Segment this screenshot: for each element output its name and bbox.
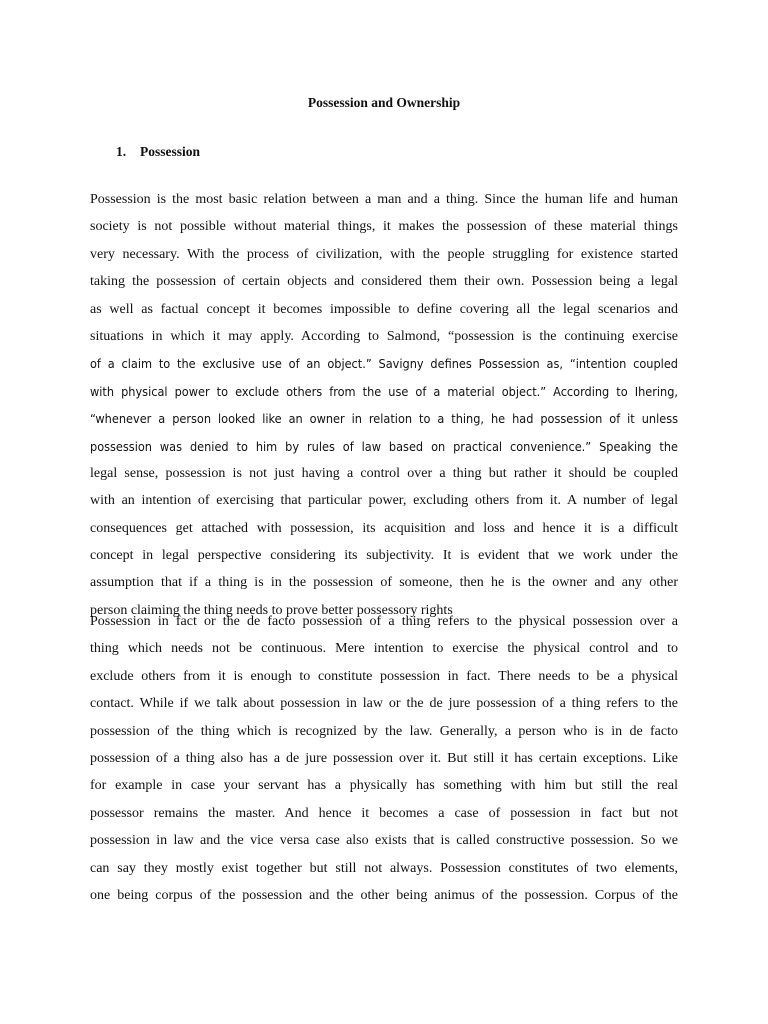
paragraph-line: thing which needs not be continuous. Mere intention to exercise the physical control and to [90,641,678,657]
paragraph-2 [90,608,678,909]
paragraph-line: possessor remains the master. And hence it becomes a case of possession in fact but not [90,805,678,821]
paragraph-line: contact. While if we talk about possession in law or the de jure possession of a thing refers to the [90,696,678,712]
paragraph-line: assumption that if a thing is in the possession of someone, then he is the owner and any other [90,575,678,591]
paragraph-line: very necessary. With the process of civilization, with the people struggling for existence started [90,246,678,262]
paragraph-line: person claiming the thing needs to prove better possessory rights [90,602,453,618]
paragraph-line: can say they mostly exist together but still not always. Possession constitutes of two elements, [90,860,678,876]
paragraph-line: taking the possession of certain objects and considered them their own. Possession being a legal [90,274,678,290]
paragraph-line: possession in law and the vice versa case also exists that is called constructive possession. So we [90,833,678,849]
paragraph-1 [90,186,678,624]
paragraph-line: consequences get attached with possession, its acquisition and loss and hence it is a difficult [90,520,678,536]
section-heading-text: Possession [140,144,201,159]
paragraph-line: “whenever a person looked like an owner in relation to a thing, he had possession of it unless [90,411,678,427]
paragraph-line: for example in case your servant has a physically has something with him but still the real [90,778,678,794]
paragraph-line: possession was denied to him by rules of law based on practical convenience.” Speaking the [90,438,678,454]
paragraph-line: Possession is the most basic relation between a man and a thing. Since the human life and human [90,192,678,207]
paragraph-line: Possession in fact or the de facto possession of a thing refers to the physical possession over a [90,614,678,629]
paragraph-line: of a claim to the exclusive use of an object.” Savigny defines Possession as, “intention coupled [90,356,678,372]
paragraph-line: possession of the thing which is recognized by the law. Generally, a person who is in de facto [90,723,678,739]
paragraph-line: as well as factual concept it becomes impossible to define covering all the legal scenarios and [90,301,678,317]
paragraph-line: society is not possible without material things, it makes the possession of these material things [90,219,678,235]
section-number: 1. [116,144,127,159]
paragraph-line: with an intention of exercising that particular power, excluding others from it. A number of legal [90,493,678,509]
paragraph-line: concept in legal perspective considering its subjectivity. It is evident that we work under the [90,548,678,564]
paragraph-line: situations in which it may apply. According to Salmond, “possession is the continuing exercise [90,328,678,344]
paragraph-line: exclude others from it is enough to constitute possession in fact. There needs to be a physical [90,668,678,684]
paragraph-line: legal sense, possession is not just having a control over a thing but rather it should be coupled [90,465,678,481]
paragraph-line: possession of a thing also has a de jure possession over it. But still it has certain exceptions. Like [90,750,678,766]
section-heading [116,143,200,161]
paragraph-line: with physical power to exclude others from the use of a material object.” According to Ihering, [90,383,678,399]
document-title: Possession and Ownership [307,95,461,110]
paragraph-line: one being corpus of the possession and the other being animus of the possession. Corpus of the [90,887,678,903]
